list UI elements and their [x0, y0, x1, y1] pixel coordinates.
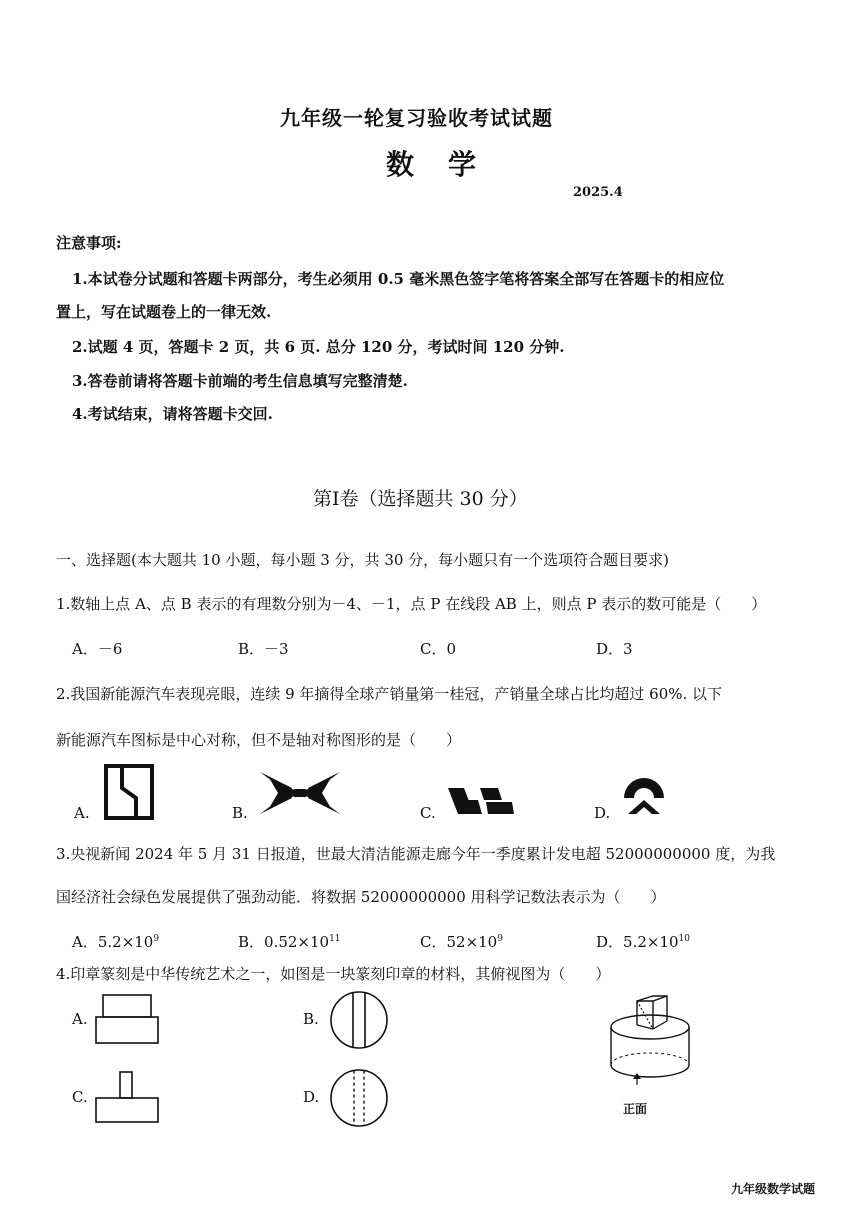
logo-d-icon [620, 770, 668, 816]
q2-label-d: D. [594, 804, 611, 822]
q1-stem: 1.数轴上点 A、点 B 表示的有理数分别为－4、－1，点 P 在线段 AB 上，则点 P 表示的数可能是（ ） [56, 595, 767, 613]
logo-b-icon [258, 770, 342, 816]
note-item-4: 4.考试结束，请将答题卡交回. [72, 405, 273, 423]
q2-label-b: B. [232, 804, 248, 822]
q3-stem-line2: 国经济社会绿色发展提供了强劲动能．将数据 52000000000 用科学记数法表示为（ ） [56, 888, 666, 906]
exam-date: 2025.4 [573, 185, 623, 200]
q4-option-b-figure [329, 990, 389, 1050]
q4-stem: 4.印章篆刻是中华传统艺术之一，如图是一块篆刻印章的材料，其俯视图为（ ） [56, 965, 611, 983]
subject-title: 数学 [386, 148, 511, 181]
page-footer: 九年级数学试题 [731, 1182, 816, 1196]
logo-a-icon [104, 764, 154, 820]
q1-option-d: D．3 [596, 640, 633, 658]
q3-option-a: A．$5.2\times 10^9$ [72, 933, 160, 951]
q4-label-c: C. [72, 1088, 88, 1106]
q4-label-d: D. [303, 1088, 320, 1106]
seal-material-figure [607, 995, 693, 1103]
note-item-2: 2.试题 4 页，答题卡 2 页，共 6 页. 总分 120 分，考试时间 120 分钟. [72, 338, 565, 356]
note-item-1: 1.本试卷分试题和答题卡两部分，考生必须用 0.5 毫米黑色签字笔将答案全部写在答题卡的相应位 [72, 270, 725, 288]
q3-option-b: B．$0.52\times 10^{11}$ [238, 933, 341, 951]
q3-stem-line1: 3.央视新闻 2024 年 5 月 31 日报道，世最大清洁能源走廊今年一季度累计发电超 52000000000 度，为我 [56, 845, 776, 863]
exam-title: 九年级一轮复习验收考试试题 [280, 106, 553, 130]
q4-option-a-figure [95, 994, 159, 1044]
front-view-label: 正面 [623, 1102, 648, 1116]
q4-option-d-figure [329, 1068, 389, 1128]
q4-option-c-figure [95, 1071, 159, 1123]
notes-heading: 注意事项: [56, 234, 122, 252]
note-item-3: 3.答卷前请将答题卡前端的考生信息填写完整清楚. [72, 372, 408, 390]
q1-option-b: B．－3 [238, 640, 289, 658]
part-one-heading: 一、选择题(本大题共 10 小题，每小题 3 分，共 30 分，每小题只有一个选项符合题目要求) [56, 551, 670, 569]
q2-label-a: A. [74, 804, 90, 822]
q2-label-c: C. [420, 804, 436, 822]
q2-stem-line2: 新能源汽车图标是中心对称，但不是轴对称图形的是（ ） [56, 731, 462, 749]
q4-label-b: B. [303, 1010, 319, 1028]
q2-stem-line1: 2.我国新能源汽车表现亮眼，连续 9 年摘得全球产销量第一桂冠，产销量全球占比均超过 60%. 以下 [56, 685, 723, 703]
note-item-1-cont: 置上，写在试题卷上的一律无效. [56, 303, 272, 321]
q4-label-a: A. [72, 1010, 88, 1028]
section-title: 第Ⅰ卷（选择题共 30 分） [313, 488, 528, 510]
q3-option-d: D．$5.2\times 10^{10}$ [596, 933, 690, 951]
q1-option-a: A．－6 [72, 640, 123, 658]
logo-c-icon [446, 786, 516, 816]
q1-option-c: C．0 [420, 640, 457, 658]
q3-option-c: C．$52\times 10^9$ [420, 933, 503, 951]
